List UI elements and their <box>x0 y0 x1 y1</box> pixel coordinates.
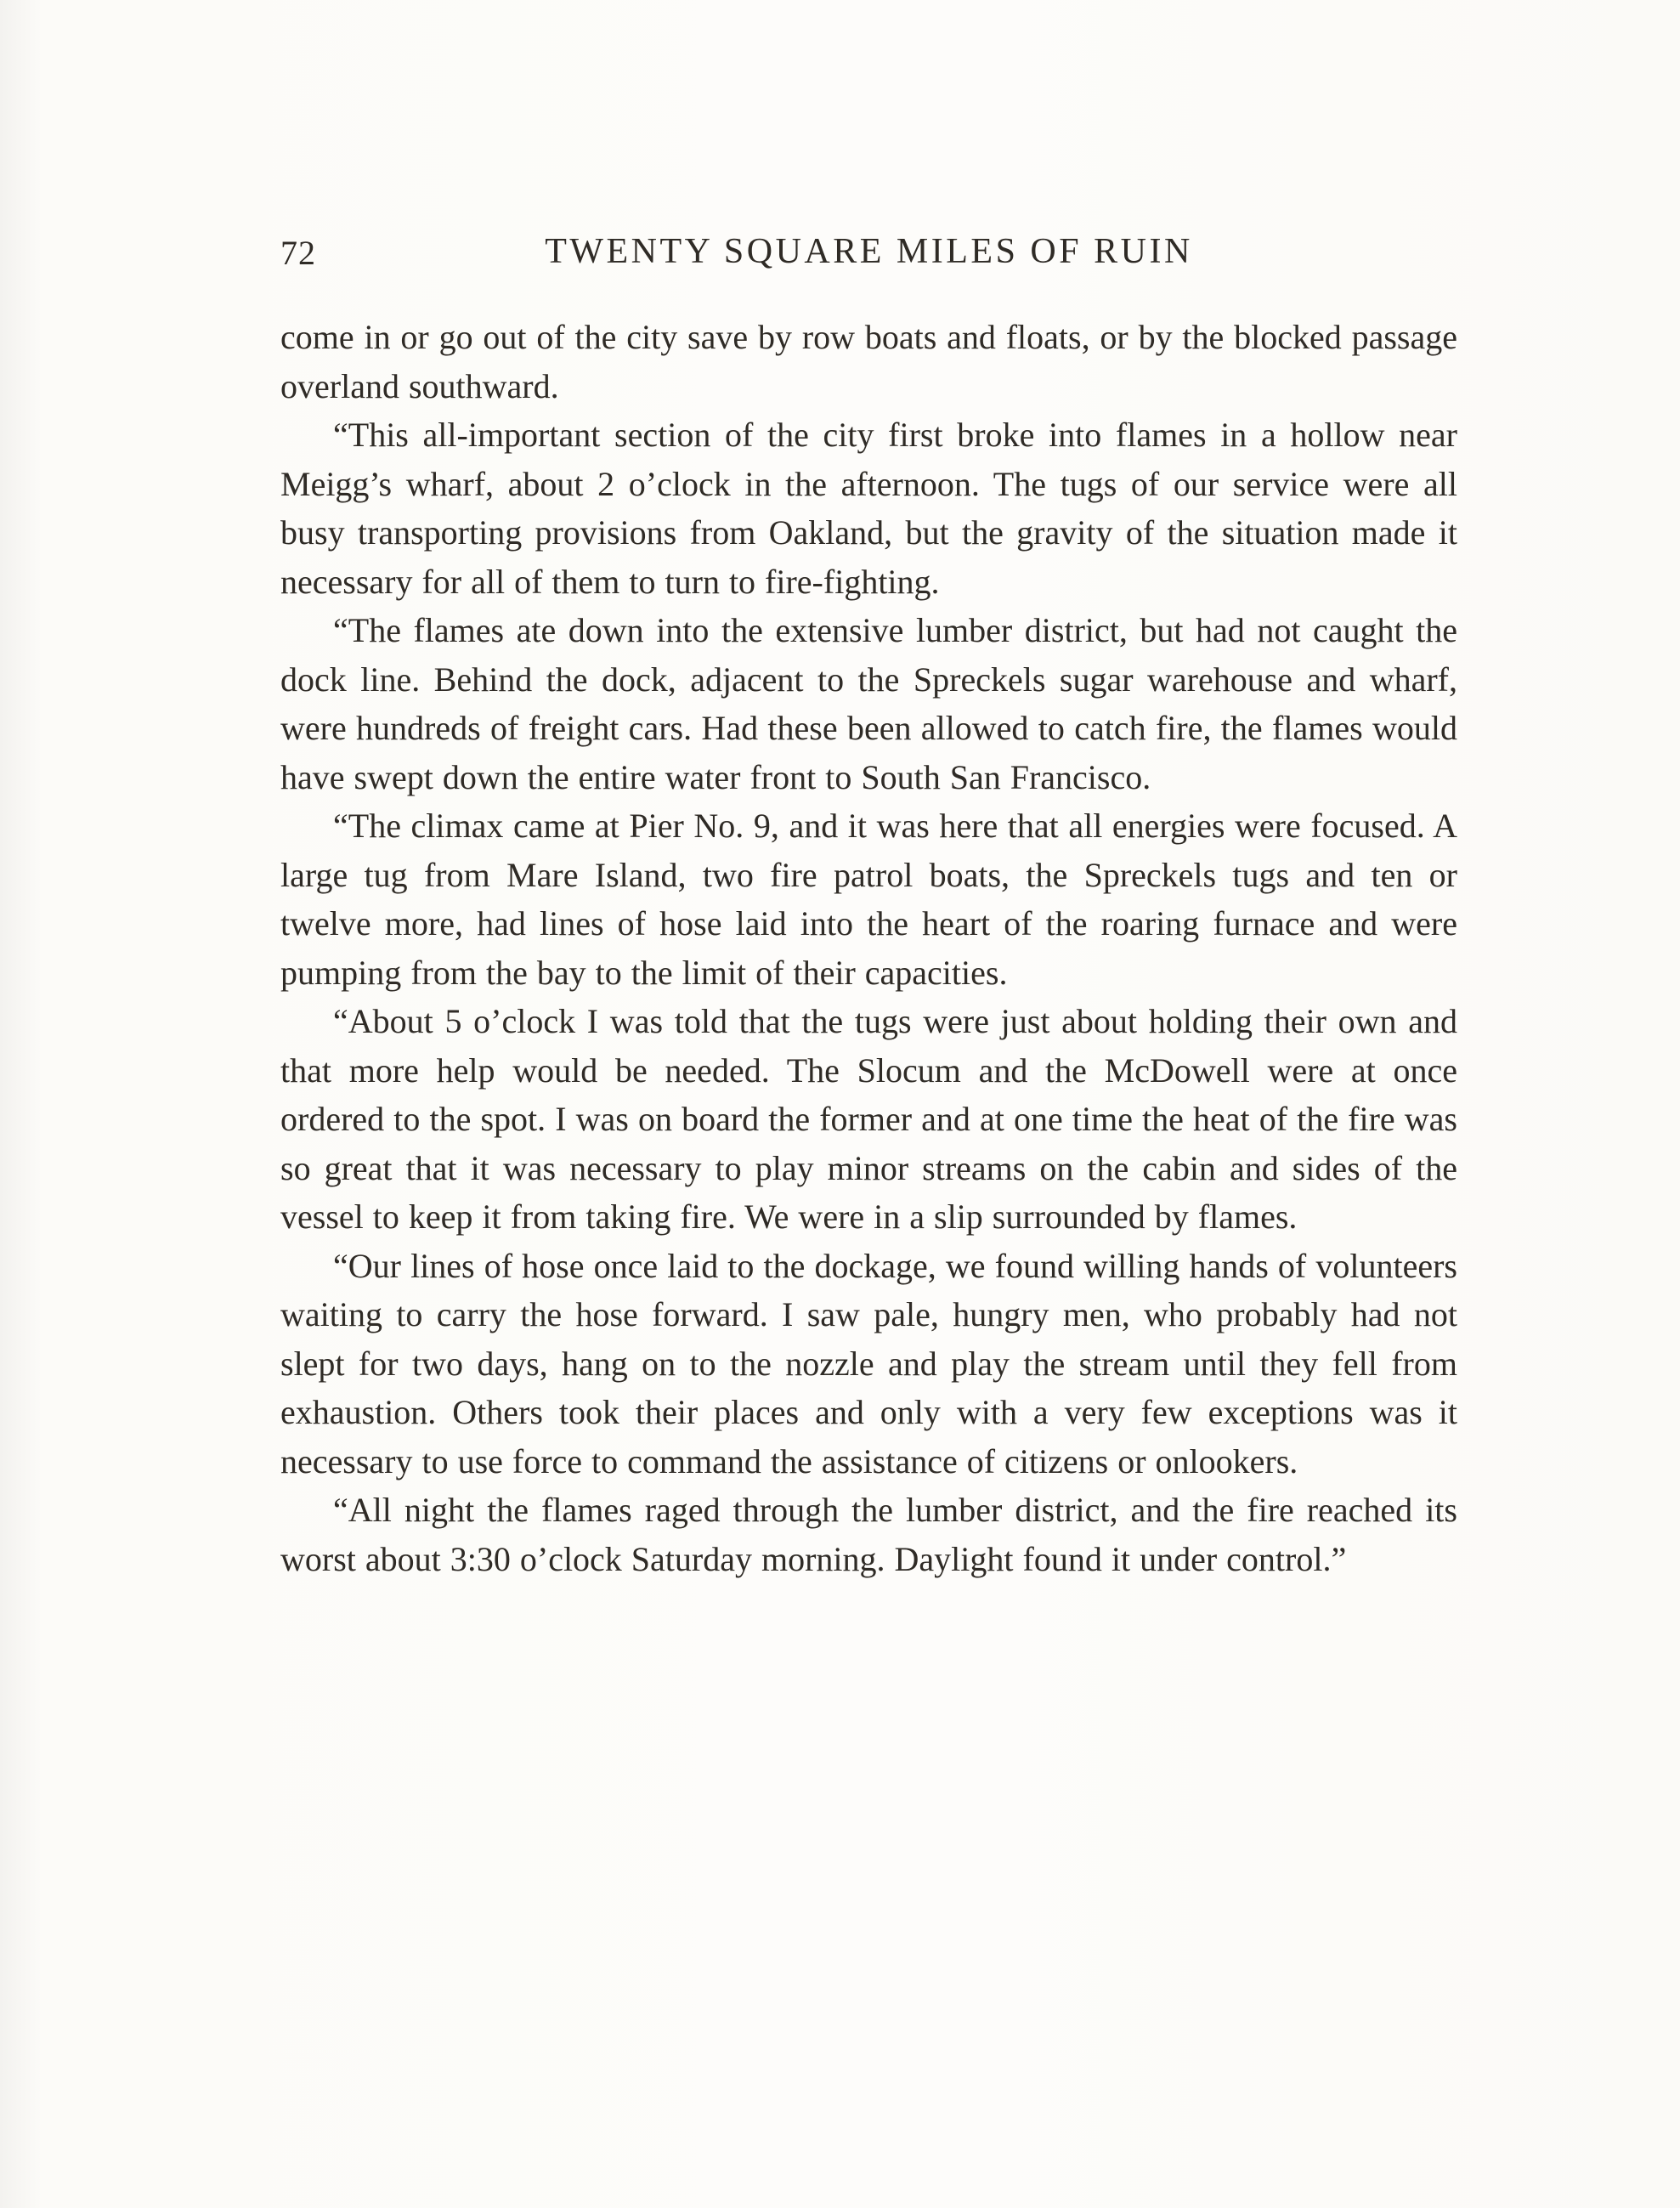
page-number: 72 <box>280 234 316 272</box>
paragraph: “The climax came at Pier No. 9, and it was here that all energies were focused. A large tug from Mare Island, two fire patrol boats, the Spreckels tugs and ten or twelve more, had lines of hose laid into the heart of the roaring furnace and were pumping from the bay to the limit of their capacities. <box>280 807 1457 992</box>
page-header <box>280 231 1457 280</box>
paragraph: “This all-important section of the city first broke into flames in a hollow near Meigg’s wharf, about 2 o’clock in the afternoon. The tugs of our service were all busy transporting provisions from Oakland, but the gravity of the situation made it necessary for all of them to turn to fire-fighting. <box>280 416 1457 601</box>
paragraph: “All night the flames raged through the lumber district, and the fire reached its worst about 3:30 o’clock Saturday morning. Daylight found it under control.” <box>280 1491 1457 1578</box>
paragraph: “Our lines of hose once laid to the dockage, we found willing hands of volunteers waiting to carry the hose forward. I saw pale, hungry men, who probably had not slept for two days, hang on to the nozzle and play the stream until they fell from exhaustion. Others took their places and only with a very few exceptions was it necessary to use force to command the assistance of citizens or onlookers. <box>280 1246 1457 1480</box>
paragraph: come in or go out of the city save by row boats and floats, or by the blocked passage overland southward. <box>280 318 1457 405</box>
paragraph: “About 5 o’clock I was told that the tugs were just about holding their own and that more help would be needed. The Slocum and the McDowell were at once ordered to the spot. I was on board the former and at one time the heat of the fire was so great that it was necessary to play minor streams on the cabin and sides of the vessel to keep it from taking fire. We were in a slip surrounded by flames. <box>280 1002 1457 1236</box>
body-text <box>280 313 1457 1583</box>
running-title: TWENTY SQUARE MILES OF RUIN <box>545 232 1193 271</box>
paragraph: “The flames ate down into the extensive lumber district, but had not caught the dock line. Behind the dock, adjacent to the Spreckels sugar warehouse and wharf, were hundreds of freight cars. Had these been allowed to catch fire, the flames would have swept down the entire water front to South San Francisco. <box>280 611 1457 796</box>
